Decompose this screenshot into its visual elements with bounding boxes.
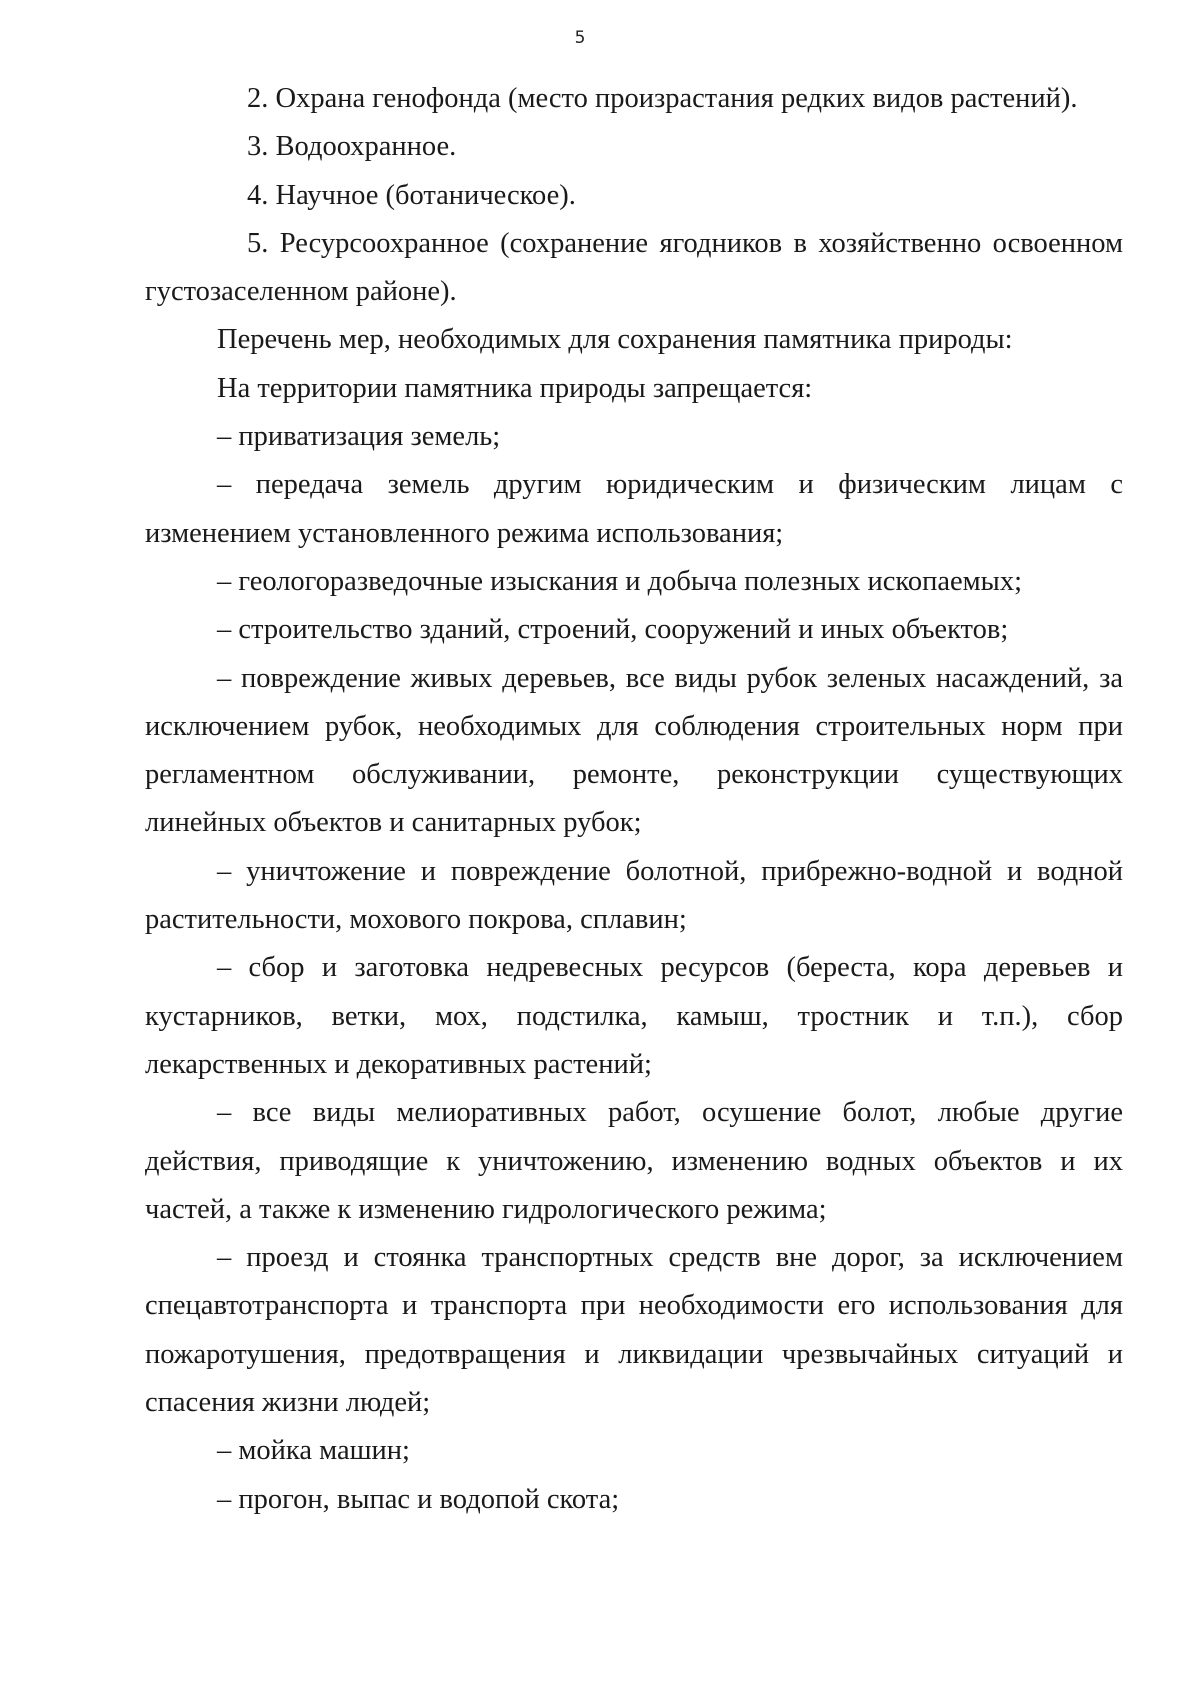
prohibition-item: – повреждение живых деревьев, все виды рубок зеленых насаждений, за исключением рубок, необходимых для соблюдения строительных норм при регламентном обслуживании, ремонте, реконструкции существующих линейных объектов и санитарных рубок; (145, 662, 1123, 839)
list-item-scientific: 4. Научное (ботаническое). (247, 179, 576, 211)
list-item-water-protection: 3. Водоохранное. (247, 131, 457, 163)
measures-heading: Перечень мер, необходимых для сохранения памятника природы: (217, 324, 1013, 356)
document-body (145, 75, 1123, 1524)
prohibition-item: – проезд и стоянка транспортных средств вне дорог, за исключением спецавтотранспорта и транспорта при необходимости его использования для пожаротушения, предотвращения и ликвидации чрезвычайных ситуаций и спасения жизни людей; (145, 1242, 1123, 1419)
prohibition-item: – приватизация земель; (217, 421, 501, 453)
prohibition-item: – уничтожение и повреждение болотной, прибрежно-водной и водной растительности, мохового покрова, сплавин; (145, 855, 1123, 936)
prohibition-item: – прогон, выпас и водопой скота; (217, 1483, 620, 1515)
list-item-resource-protection: 5. Ресурсоохранное (сохранение ягодников в хозяйственно освоенном густозаселенном районе). (145, 227, 1123, 308)
prohibitions-heading: На территории памятника природы запрещается: (217, 372, 813, 404)
prohibition-item: – все виды мелиоративных работ, осушение болот, любые другие действия, приводящие к уничтожению, изменению водных объектов и их частей, а также к изменению гидрологического режима; (145, 1097, 1123, 1225)
prohibition-item: – геологоразведочные изыскания и добыча полезных ископаемых; (217, 565, 1022, 597)
list-item-gene-pool: 2. Охрана генофонда (место произрастания редких видов растений). (247, 83, 1078, 114)
prohibition-item: – строительство зданий, строений, сооружений и иных объектов; (217, 614, 1009, 646)
prohibition-item: – сбор и заготовка недревесных ресурсов (береста, кора деревьев и кустарников, ветки, мох, подстилка, камыш, тростник и т.п.), сбор лекарственных и декоративных растений; (145, 952, 1123, 1080)
prohibition-item: – передача земель другим юридическим и физическим лицам с изменением установленного режима использования; (145, 469, 1123, 549)
prohibition-item: – мойка машин; (217, 1435, 410, 1467)
page-number: 5 (574, 28, 586, 48)
